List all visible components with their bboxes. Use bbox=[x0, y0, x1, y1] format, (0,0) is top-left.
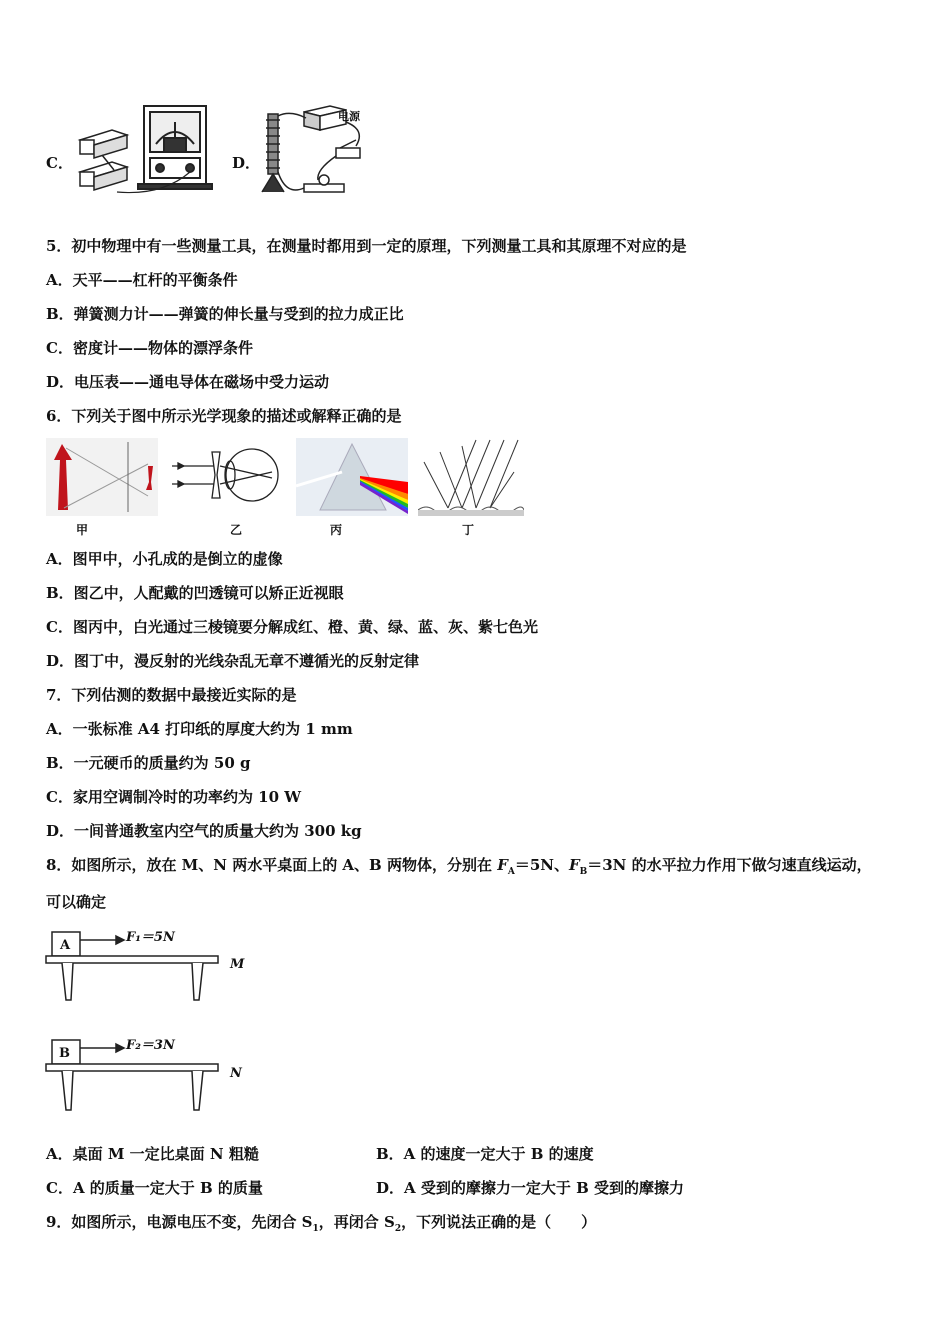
q7-option-d[interactable]: D．一间普通教室内空气的质量大约为 300 kg bbox=[46, 822, 362, 840]
table-n-top bbox=[46, 1064, 218, 1071]
q6-figure-ding-diffuse bbox=[418, 438, 524, 516]
q8-option-b[interactable]: B．A 的速度一定大于 B 的速度 bbox=[376, 1145, 594, 1163]
q6-figure-yi-eye bbox=[168, 438, 284, 516]
q5-option-d[interactable]: D．电压表——通电导体在磁场中受力运动 bbox=[46, 373, 330, 391]
block-a-label: A bbox=[60, 938, 71, 953]
q8-option-a[interactable]: A．桌面 M 一定比桌面 N 粗糙 bbox=[46, 1145, 259, 1163]
q6-option-a[interactable]: A．图甲中，小孔成的是倒立的虚像 bbox=[46, 550, 283, 568]
q4-option-c-label: C． bbox=[46, 154, 73, 172]
q6-caption-bing: 丙 bbox=[330, 523, 343, 537]
q5-option-c[interactable]: C．密度计——物体的漂浮条件 bbox=[46, 339, 253, 357]
magnet-pair-icon bbox=[80, 130, 127, 190]
force-a-label: F₁＝5N bbox=[126, 930, 175, 945]
table-m-label: M bbox=[230, 957, 245, 972]
power-supply-label: 电源 bbox=[338, 110, 360, 123]
q5-stem: 5．初中物理中有一些测量工具，在测量时都用到一定的原理，下列测量工具和其原理不对应的是 bbox=[46, 237, 687, 255]
q4-figure-d bbox=[256, 100, 376, 208]
q9-stem: 9．如图所示，电源电压不变，先闭合 $S_1$，再闭合 $S_2$，下列说法正确的是（ ） bbox=[46, 1213, 597, 1234]
q6-figure-bing-prism bbox=[296, 438, 408, 516]
concave-lens-icon bbox=[212, 452, 220, 498]
q7-stem: 7．下列估测的数据中最接近实际的是 bbox=[46, 686, 297, 704]
q4-option-d-label: D． bbox=[232, 154, 261, 172]
q6-option-c[interactable]: C．图丙中，白光通过三棱镜要分解成红、橙、黄、绿、蓝、灰、紫七色光 bbox=[46, 618, 538, 636]
q8-stem-line2: 可以确定 bbox=[46, 893, 107, 911]
q6-figure-jia-pinhole bbox=[46, 438, 158, 516]
q6-stem: 6．下列关于图中所示光学现象的描述或解释正确的是 bbox=[46, 407, 402, 425]
q8-figure-tables bbox=[44, 924, 254, 1124]
table-n-label: N bbox=[230, 1066, 242, 1081]
q4-figure-c bbox=[72, 100, 222, 200]
q8-stem-line1: 8．如图所示，放在 M、N 两水平桌面上的 A、B 两物体，分别在 $F_A=5N$、$F_B=3N$ 的水平拉力作用下做匀速直线运动， bbox=[46, 856, 872, 877]
q7-option-b[interactable]: B．一元硬币的质量约为 50 g bbox=[46, 754, 251, 772]
q5-option-b[interactable]: B．弹簧测力计——弹簧的伸长量与受到的拉力成正比 bbox=[46, 305, 404, 323]
force-b-label: F₂＝3N bbox=[126, 1038, 175, 1053]
q5-option-a[interactable]: A．天平——杠杆的平衡条件 bbox=[46, 271, 238, 289]
switch-icon bbox=[336, 148, 360, 158]
q6-option-b[interactable]: B．图乙中，人配戴的凹透镜可以矫正近视眼 bbox=[46, 584, 344, 602]
eye-icon bbox=[226, 449, 278, 501]
q8-option-d[interactable]: D．A 受到的摩擦力一定大于 B 受到的摩擦力 bbox=[376, 1179, 684, 1197]
q6-option-d[interactable]: D．图丁中，漫反射的光线杂乱无章不遵循光的反射定律 bbox=[46, 652, 420, 670]
q6-caption-yi: 乙 bbox=[230, 523, 243, 537]
q8-option-c[interactable]: C．A 的质量一定大于 B 的质量 bbox=[46, 1179, 263, 1197]
q7-option-c[interactable]: C．家用空调制冷时的功率约为 10 W bbox=[46, 788, 302, 806]
block-b-label: B bbox=[59, 1046, 70, 1061]
q6-caption-ding: 丁 bbox=[462, 523, 475, 537]
galvanometer-icon bbox=[138, 106, 212, 189]
q7-option-a[interactable]: A．一张标准 A4 打印纸的厚度大约为 1 mm bbox=[46, 720, 353, 738]
q6-caption-jia: 甲 bbox=[76, 523, 89, 537]
table-m-top bbox=[46, 956, 218, 963]
